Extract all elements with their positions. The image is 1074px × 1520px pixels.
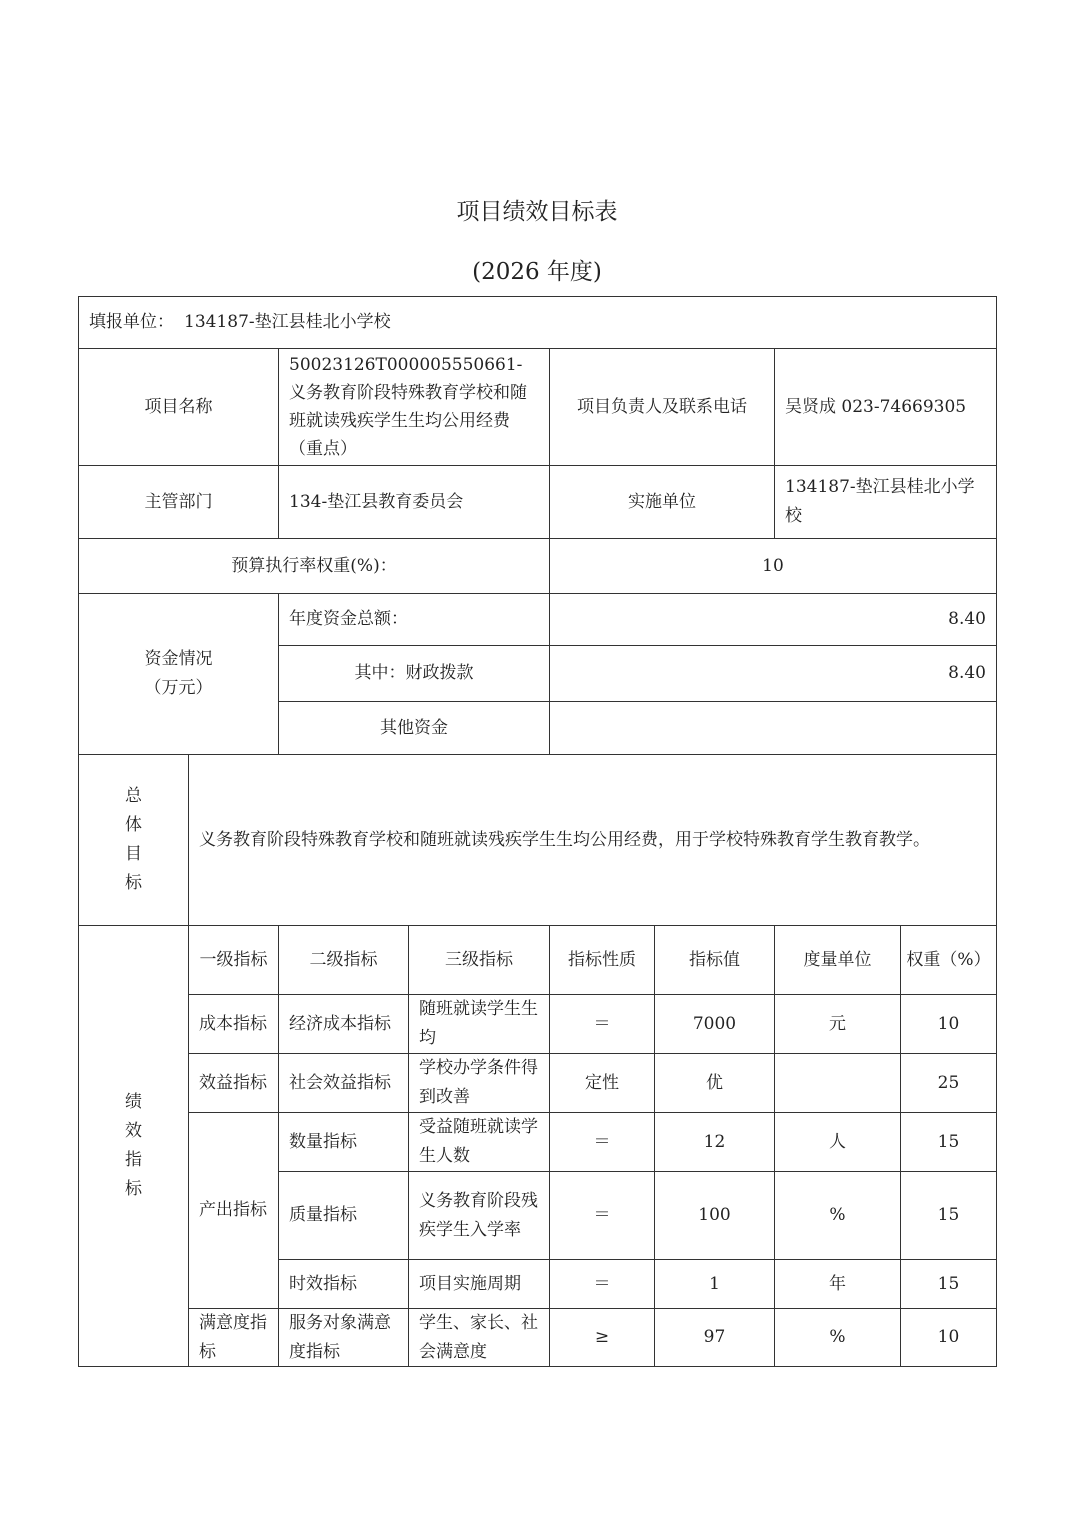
row-level2: 质量指标 [278, 1171, 409, 1260]
row-nature: ＝ [549, 1259, 655, 1309]
budget-weight-label: 预算执行率权重(%)： [78, 538, 550, 594]
header-nature: 指标性质 [549, 925, 655, 995]
row-level2: 社会效益指标 [278, 1053, 409, 1113]
row-value: 12 [654, 1112, 775, 1172]
impl-unit-label: 实施单位 [549, 465, 775, 539]
row-weight: 10 [900, 1308, 997, 1367]
overall-goal-char: 总 [125, 786, 142, 806]
row-level3: 受益随班就读学生人数 [408, 1112, 550, 1172]
row-level2: 时效指标 [278, 1259, 409, 1309]
funds-total-label: 年度资金总额： [278, 593, 550, 646]
overall-goal-text: 义务教育阶段特殊教育学校和随班就读残疾学生生均公用经费，用于学校特殊教育学生教育教学。 [188, 754, 997, 926]
header-value: 指标值 [654, 925, 775, 995]
overall-goal-label [78, 754, 189, 926]
funds-fiscal-value: 8.40 [549, 645, 997, 702]
funds-other-value [549, 701, 997, 755]
project-name-value: 50023126T000005550661-义务教育阶段特殊教育学校和随班就读残疾学生生均公用经费（重点） [278, 348, 550, 466]
dept-label: 主管部门 [78, 465, 279, 539]
row-nature: ＝ [549, 994, 655, 1054]
header-level3: 三级指标 [408, 925, 550, 995]
overall-goal-char: 目 [125, 844, 142, 864]
row-nature: ＝ [549, 1112, 655, 1172]
header-unit: 度量单位 [774, 925, 901, 995]
header-weight: 权重（%） [900, 925, 997, 995]
row-weight: 15 [900, 1259, 997, 1309]
row-level3: 学校办学条件得到改善 [408, 1053, 550, 1113]
row-level3: 学生、家长、社会满意度 [408, 1308, 550, 1367]
row-level1: 成本指标 [188, 994, 279, 1054]
row-level2: 数量指标 [278, 1112, 409, 1172]
funds-label-line2: （万元） [144, 678, 213, 698]
indicators-char: 指 [125, 1150, 142, 1170]
indicators-char: 标 [125, 1179, 142, 1199]
row-nature: 定性 [549, 1053, 655, 1113]
reporting-unit-value: 134187-垫江县桂北小学校 [184, 312, 391, 332]
header-level1: 一级指标 [188, 925, 279, 995]
row-weight: 10 [900, 994, 997, 1054]
row-level3: 项目实施周期 [408, 1259, 550, 1309]
project-contact-value: 吴贤成 023-74669305 [774, 348, 997, 466]
row-unit: 人 [774, 1112, 901, 1172]
reporting-unit-row [78, 296, 997, 349]
row-level1-output: 产出指标 [188, 1112, 279, 1309]
project-contact-label: 项目负责人及联系电话 [549, 348, 775, 466]
indicators-char: 绩 [125, 1092, 142, 1112]
indicators-label [78, 925, 189, 1367]
funds-other-label: 其他资金 [278, 701, 550, 755]
row-value: 优 [654, 1053, 775, 1113]
row-unit: % [774, 1308, 901, 1367]
row-nature: ≥ [549, 1308, 655, 1367]
row-unit [774, 1053, 901, 1113]
row-weight: 15 [900, 1171, 997, 1260]
budget-weight-value: 10 [549, 538, 997, 594]
document-title: 项目绩效目标表 [456, 199, 618, 225]
row-level1: 满意度指标 [188, 1308, 279, 1367]
overall-goal-char: 体 [125, 815, 142, 835]
funds-label-line1: 资金情况 [144, 649, 213, 669]
row-value: 7000 [654, 994, 775, 1054]
row-weight: 25 [900, 1053, 997, 1113]
row-level3: 随班就读学生生均 [408, 994, 550, 1054]
row-weight: 15 [900, 1112, 997, 1172]
row-value: 100 [654, 1171, 775, 1260]
row-level3: 义务教育阶段残疾学生入学率 [408, 1171, 550, 1260]
row-value: 97 [654, 1308, 775, 1367]
impl-unit-value: 134187-垫江县桂北小学校 [774, 465, 997, 539]
funds-label [78, 593, 279, 755]
row-level1: 效益指标 [188, 1053, 279, 1113]
row-level2: 服务对象满意度指标 [278, 1308, 409, 1367]
row-unit: % [774, 1171, 901, 1260]
reporting-unit-label: 填报单位： [89, 312, 174, 332]
overall-goal-char: 标 [125, 873, 142, 893]
project-name-label: 项目名称 [78, 348, 279, 466]
document-subtitle: (2026 年度) [472, 259, 602, 285]
row-unit: 元 [774, 994, 901, 1054]
row-unit: 年 [774, 1259, 901, 1309]
dept-value: 134-垫江县教育委员会 [278, 465, 550, 539]
funds-fiscal-label: 其中：财政拨款 [278, 645, 550, 702]
row-level2: 经济成本指标 [278, 994, 409, 1054]
row-value: 1 [654, 1259, 775, 1309]
indicators-char: 效 [125, 1121, 142, 1141]
funds-total-value: 8.40 [549, 593, 997, 646]
row-nature: ＝ [549, 1171, 655, 1260]
header-level2: 二级指标 [278, 925, 409, 995]
